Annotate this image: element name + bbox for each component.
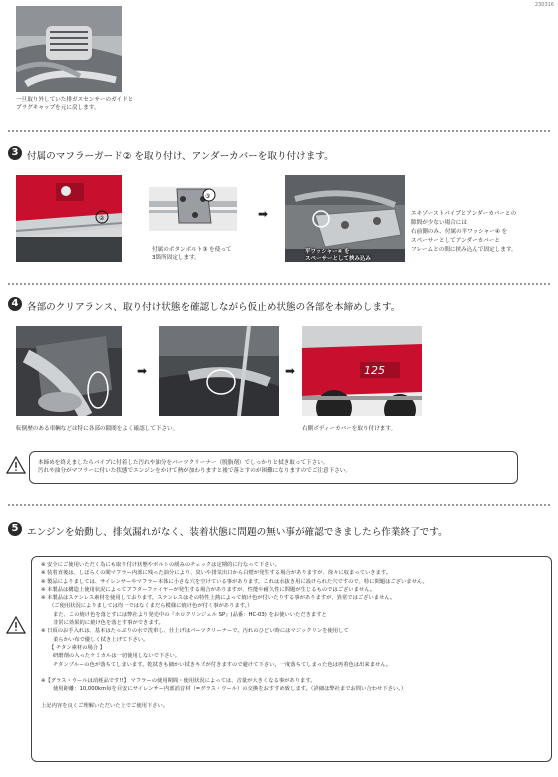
svg-text:②: ② — [99, 215, 105, 222]
note-line: 【 チタン素材の場合 】 — [49, 644, 106, 651]
bolt-caption — [152, 246, 232, 262]
clearance-caption: 転倒歴のある車輌などは特に各部の隙間をよく確認して下さい。 — [16, 426, 179, 432]
note-line — [41, 694, 428, 702]
step-4-instruction: 各部のクリアランス、取り付け状態を確認しながら仮止め状態の各部を本締めします。 — [27, 302, 401, 313]
washer-photo-label — [305, 249, 371, 263]
note-line: ※ 本製品は構造上使用状況によってアフターファイヤーが発生する場合がありますが、性能や耐久性に問題が生じるものではございません。 — [41, 586, 376, 593]
button-bolt-photo — [149, 175, 237, 243]
note-line: ※ 日頃のお手入れは、基本はたっぷりの水で洗車し、仕上げはパーツクリーナーで。汚れのひどい時にはマジックリンを使用して — [41, 628, 349, 635]
muffler-guard-photo — [16, 175, 122, 262]
step-3-number: 3 — [8, 146, 22, 160]
side-cover-photo — [302, 326, 422, 416]
document-id: 230316 — [534, 2, 554, 8]
cleaning-warning-box — [29, 451, 518, 484]
note-line: ※【グラス・ウールは消耗品です!!】 マフラーの使用期間・使用状況によっては、音量が大きくなる事があります。 — [41, 678, 316, 685]
top-caption — [16, 96, 133, 112]
arrow-right-icon: ➡ — [285, 364, 296, 378]
note-line: チタンブルーの色が落ちてしまいます。乾拭きも細かい拭きキズが付きますので避けて下さい。一度落ちてしまった色は再着色は出来ません。 — [53, 661, 392, 668]
top-caption-line: 一旦取り外していた排ガスセンサーのガイドと — [16, 97, 134, 103]
bolt-caption-line: 付属のボタンボルト③ を使って — [152, 247, 232, 253]
spacer-caption — [411, 210, 517, 255]
clearance-photo-1 — [16, 326, 122, 416]
side-cover-caption: 右側ボディーカバーを取り付けます。 — [302, 426, 397, 432]
svg-text:125: 125 — [364, 364, 385, 377]
section-divider — [8, 130, 550, 132]
bolt-caption-line: 3箇所固定します。 — [152, 255, 200, 261]
note-line — [41, 669, 428, 677]
step-5-number: 5 — [8, 522, 22, 536]
step-5-instruction: エンジンを始動し、排気漏れがなく、装着状態に問題の無い事が確認できましたら作業終了です。 — [27, 527, 448, 538]
note-line: ※ 装着直後は、しばらくの間マフラー内部に残った油分により、臭いや排気出口から白煙が発生する場合がありますが、徐々に収まっていきます。 — [41, 570, 391, 577]
note-line: （ご使用状況によりましては均一ではなくまだら模様に焼け色が付く事があります。） — [49, 603, 253, 610]
note-line: また、この焼け色を落とすには弊社より発売中の『ホロクリンジェル SP』(品番：HC-03) をお使いいただきますと — [53, 611, 327, 618]
clearance-photo-2 — [159, 326, 279, 416]
warning-icon — [6, 456, 26, 474]
note-line: ※ 安全にご使用いただく為にも取り付け状態やボルトの緩みのチェックは定期的に行なって下さい。 — [41, 562, 281, 568]
washer-label-line: スペーサーとして挟み込み — [305, 256, 372, 262]
warning-line: 汚れや油分がマフラーに付いた状態でエンジンをかけて熱が加わりますと後で落とすのが困難になりますのでご注意下さい。 — [38, 468, 351, 475]
washer-label-line: 平ワッシャー④ を — [305, 249, 350, 255]
step-4-number: 4 — [8, 297, 22, 311]
sensor-guide-photo — [16, 6, 122, 92]
note-line: ※ 本製品はステンレス素材を使用しております。ステンレスはその特性上熱によって焼け色が付いたりする事がありますが、異常ではございません。 — [41, 595, 396, 602]
spacer-caption-line: エキゾーストパイプとアンダーカバーとの — [411, 211, 517, 217]
usage-notes-box — [31, 556, 552, 762]
note-line: 使用距離：10,000km毎を目安にサイレンサー内部消音材（=グラス・ウール）の交換をおすすめ致します。（詳細は弊社までお問い合わせ下さい。） — [53, 686, 407, 693]
spacer-caption-line: 右前側のみ、付属の平ワッシャー④ を — [411, 229, 508, 235]
svg-text:③: ③ — [205, 193, 211, 200]
note-line: 非常に効果的に焼け色を落とす事ができます。 — [53, 620, 164, 627]
arrow-right-icon: ➡ — [137, 364, 148, 378]
note-line: ※ 製品によりましては、サイレンサーやマフラー本体に小さな穴を空けている事があります。これは水抜き用に設けられた穴ですので、特に問題はございません。 — [41, 578, 428, 585]
note-line: 研磨剤の入ったケミカルは一切使用しないで下さい。 — [53, 653, 181, 660]
warning-line: 本締めを終えましたらパイプに付着した汚れや油分をパーツクリーナー（脱脂剤）でしっかりと拭き取って下さい。 — [38, 460, 329, 466]
note-line: 上記内容を良くご理解いただいた上でご使用下さい。 — [41, 703, 169, 710]
caution-icon — [6, 616, 26, 634]
note-line: 柔らかい布で優しく拭き上げて下さい。 — [53, 636, 149, 643]
step-3-instruction: 付属のマフラーガード② を取り付け、アンダーカバーを取り付けます。 — [27, 151, 334, 162]
top-caption-line: プラグキャップを元に戻します。 — [16, 105, 100, 111]
spacer-caption-line: フレームとの間に挟み込んで固定します。 — [411, 247, 517, 253]
spacer-caption-line: 隙間が少ない場合には — [411, 220, 467, 226]
section-divider — [8, 283, 550, 285]
section-divider — [8, 504, 550, 506]
spacer-caption-line: スペーサーとしてアンダーカバーと — [411, 238, 500, 244]
arrow-right-icon: ➡ — [258, 207, 269, 221]
